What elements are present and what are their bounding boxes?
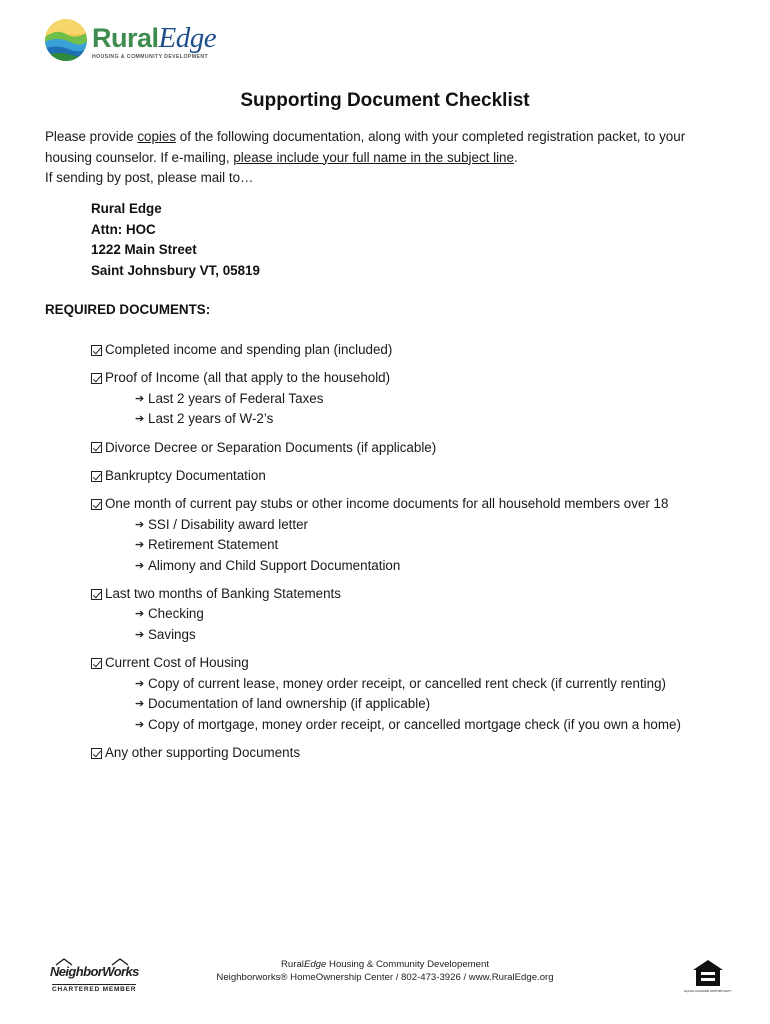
subitem-label: Checking xyxy=(148,606,204,622)
subitem-label: Copy of mortgage, money order receipt, or cancelled mortgage check (if you own a home) xyxy=(148,716,681,732)
page-title: Supporting Document Checklist xyxy=(240,90,530,111)
checkbox-checked-icon xyxy=(91,499,102,510)
checklist-item-label: Last two months of Banking Statements xyxy=(105,586,341,602)
intro-text-1: Please provide xyxy=(45,129,138,144)
checklist-subitem xyxy=(135,715,741,735)
checklist-item xyxy=(91,438,741,458)
logo-edge: Edge xyxy=(158,22,217,54)
checkbox-checked-icon xyxy=(91,442,102,453)
logo-tagline: HOUSING & COMMUNITY DEVELOPMENT xyxy=(92,54,209,60)
checkbox-checked-icon xyxy=(91,589,102,600)
intro-text xyxy=(45,127,725,189)
footer-rural: Rural xyxy=(281,959,304,970)
subitem-label: Last 2 years of Federal Taxes xyxy=(148,390,324,406)
ruraledge-logo xyxy=(44,18,244,66)
checkbox-checked-icon xyxy=(91,658,102,669)
footer-line-1-rest: Housing & Community Developement xyxy=(326,959,489,970)
intro-copies-underlined: copies xyxy=(137,129,177,144)
intro-subject-line-note: please include your full name in the subject line xyxy=(233,149,514,165)
checklist-item-label: Any other supporting Documents xyxy=(105,744,301,760)
subitem-label: Last 2 years of W-2’s xyxy=(148,411,274,427)
checklist-subitem xyxy=(135,515,741,535)
checklist-item-label: Divorce Decree or Separation Documents (if applicable) xyxy=(105,439,437,455)
footer-line-2: Neighborworks® HomeOwnership Center / 802-473-3926 / www.RuralEdge.org xyxy=(216,972,554,983)
checkbox-checked-icon xyxy=(91,471,102,482)
checklist-item-label: Bankruptcy Documentation xyxy=(105,468,266,484)
equal-housing-opportunity-icon xyxy=(684,958,732,994)
address-line: Attn: HOC xyxy=(91,221,156,237)
arrow-right-icon: ➔ xyxy=(135,413,145,426)
checkbox-checked-icon xyxy=(91,373,102,384)
intro-text-end: . xyxy=(513,149,518,165)
subitem-label: Retirement Statement xyxy=(148,537,279,553)
arrow-right-icon: ➔ xyxy=(135,559,145,572)
arrow-right-icon: ➔ xyxy=(135,518,145,531)
arrow-right-icon: ➔ xyxy=(135,698,145,711)
required-documents-heading: REQUIRED DOCUMENTS: xyxy=(45,302,211,317)
subitem-label: SSI / Disability award letter xyxy=(148,516,309,532)
checklist-subitem xyxy=(135,535,741,555)
arrow-right-icon: ➔ xyxy=(135,628,145,641)
mailing-address xyxy=(91,199,260,281)
checklist-subitem xyxy=(135,674,741,694)
neighborworks-wordmark: NeighborWorks xyxy=(50,964,139,979)
footer-edge: Edge xyxy=(303,959,327,970)
checklist-subitem xyxy=(135,556,741,576)
eho-label: EQUAL HOUSING OPPORTUNITY xyxy=(684,989,732,993)
checkbox-checked-icon xyxy=(91,345,102,356)
intro-paragraph xyxy=(45,127,725,168)
checklist-subitem xyxy=(135,409,741,429)
checklist-item xyxy=(91,743,741,763)
checklist-item-label: One month of current pay stubs or other income documents for all household members over 18 xyxy=(105,496,669,512)
arrow-right-icon: ➔ xyxy=(135,677,145,690)
subitem-label: Copy of current lease, money order receipt, or cancelled rent check (if currently renting) xyxy=(148,675,667,691)
checklist-subitem xyxy=(135,625,741,645)
subitem-label: Savings xyxy=(148,626,196,642)
arrow-right-icon: ➔ xyxy=(135,608,145,621)
checklist-item xyxy=(91,584,741,645)
subitem-label: Documentation of land ownership (if applicable) xyxy=(148,696,431,712)
arrow-right-icon: ➔ xyxy=(135,718,145,731)
logo-wordmark xyxy=(92,22,216,55)
checklist-subitem xyxy=(135,604,741,624)
chartered-member-label: CHARTERED MEMBER xyxy=(52,986,137,993)
address-line: Saint Johnsbury VT, 05819 xyxy=(91,262,260,278)
intro-text-2: of the following documentation, along with your completed registration packet, to your housing counselor. If e-mailing, xyxy=(45,129,686,165)
checklist-item xyxy=(91,494,741,576)
checkbox-checked-icon xyxy=(91,748,102,759)
arrow-right-icon: ➔ xyxy=(135,392,145,405)
subitem-label: Alimony and Child Support Documentation xyxy=(148,557,401,573)
checklist-item xyxy=(91,466,741,486)
document-checklist xyxy=(91,340,741,771)
address-line: Rural Edge xyxy=(91,201,162,216)
ruraledge-logo-mark xyxy=(44,18,88,62)
address-line: 1222 Main Street xyxy=(91,242,197,258)
checklist-item xyxy=(91,368,741,429)
footer-contact xyxy=(0,958,770,984)
checklist-subitem xyxy=(135,389,741,409)
checklist-item-label: Proof of Income (all that apply to the household) xyxy=(105,370,391,386)
checklist-item xyxy=(91,653,741,735)
intro-post-note: If sending by post, please mail to… xyxy=(45,170,254,186)
logo-rural: Rural xyxy=(92,23,159,53)
checklist-subitem xyxy=(135,694,741,714)
checklist-item-label: Current Cost of Housing xyxy=(105,655,249,671)
checklist-item xyxy=(91,340,741,360)
footer-line-1 xyxy=(0,958,770,971)
arrow-right-icon: ➔ xyxy=(135,539,145,552)
checklist-item-label: Completed income and spending plan (included) xyxy=(105,342,393,357)
